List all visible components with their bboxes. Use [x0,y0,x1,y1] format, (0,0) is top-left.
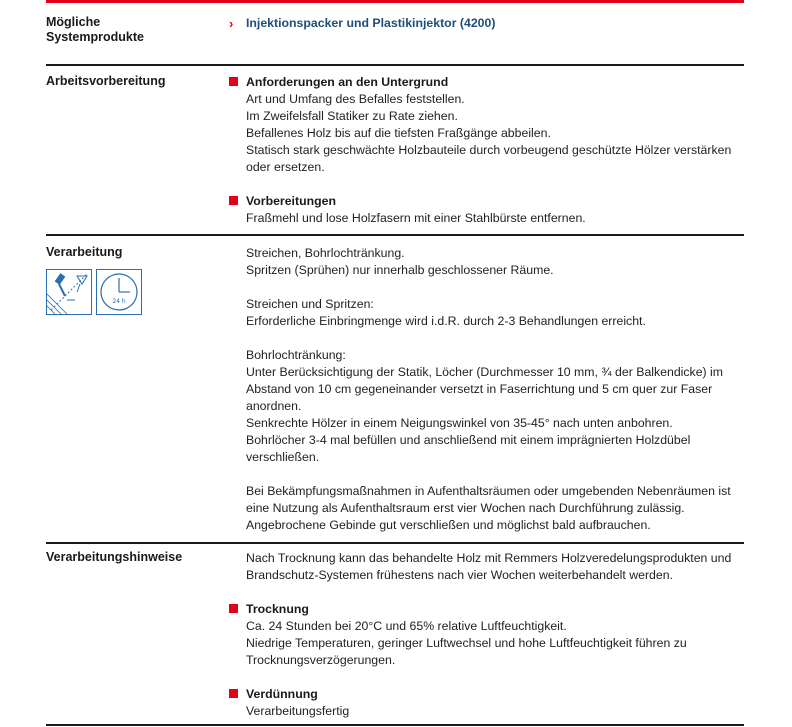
text-line: Senkrechte Hölzer in einem Neigungswinkel von 35-45° nach unten anbohren. [246,416,673,430]
text-line: verschließen. [246,450,320,464]
text-line: Im Zweifelsfall Statiker zu Rate ziehen. [246,109,458,123]
chevron-right-icon: › [229,16,234,31]
verarbeitung-content [246,245,756,534]
text-line: Spritzen (Sprühen) nur innerhalb geschlossener Räume. [246,263,554,277]
paragraph [246,483,756,534]
systemprodukte-content [229,15,756,32]
brush-spray-icon [46,269,92,315]
group-trocknung [246,601,756,669]
text-line: Nach Trocknung kann das behandelte Holz mit Remmers Holzveredelungsprodukten und [246,551,732,565]
text-line: Verarbeitungsfertig [246,704,350,718]
verarbeitungshinweise-content [246,550,756,720]
section-divider [46,724,744,726]
clock-24h-icon [96,269,142,315]
text-line: Streichen und Spritzen: [246,297,374,311]
text-line: Fraßmehl und lose Holzfasern mit einer Stahlbürste entfernen. [246,211,586,225]
paragraph [246,296,756,330]
group-vorbereitungen [246,193,756,227]
clock-label: 24 h [112,298,126,305]
text-line: Streichen, Bohrlochtränkung. [246,246,405,260]
section-divider [46,234,744,236]
text-line: Unter Berücksichtigung der Statik, Löcher (Durchmesser 10 mm, ¾ der Balkendicke) im [246,365,724,379]
paragraph [246,245,756,279]
subheading-vorbereitungen: Vorbereitungen [246,193,756,210]
group-anforderungen [246,74,756,176]
arbeitsvorbereitung-content [246,74,756,227]
text-line: Brandschutz-Systemen frühestens nach vier Wochen weiterbehandelt werden. [246,568,673,582]
text-line: Befallenes Holz bis auf die tiefsten Fraßgänge abbeilen. [246,126,551,140]
section-label-arbeitsvorbereitung: Arbeitsvorbereitung [46,74,166,88]
text-line: anordnen. [246,399,302,413]
text-line: Trocknungsverzögerungen. [246,653,396,667]
text-line: oder ersetzen. [246,160,325,174]
text-line: Ca. 24 Stunden bei 20°C und 65% relative Luftfeuchtigkeit. [246,619,567,633]
text-line: eine Nutzung als Aufenthaltsraum erst vier Wochen nach Durchführung zulässig. [246,501,685,515]
section-label-verarbeitungshinweise: Verarbeitungshinweise [46,550,183,564]
section-divider [46,542,744,544]
section-label-systemprodukte: Mögliche Systemprodukte [46,15,144,44]
subheading-verduennung: Verdünnung [246,686,756,703]
paragraph-intro [246,550,756,584]
product-link-injektionspacker[interactable]: Injektionspacker und Plastikinjektor (4200) [246,16,496,30]
text-line: Bohrlochtränkung: [246,348,346,362]
red-square-bullet-icon [229,604,238,613]
text-line: Bohrlöcher 3-4 mal befüllen und anschließend mit einem imprägnierten Holzdübel [246,433,691,447]
paragraph [246,347,756,466]
text-line: Art und Umfang des Befalles feststellen. [246,92,465,106]
subheading-trocknung: Trocknung [246,601,756,618]
group-verduennung [246,686,756,720]
text-line: Abstand von 10 cm gegeneinander versetzt in Faserrichtung und 5 cm quer zur Faser [246,382,713,396]
red-square-bullet-icon [229,196,238,205]
section-label-verarbeitung: Verarbeitung [46,245,123,259]
text-line: Bei Bekämpfungsmaßnahmen in Aufenthaltsräumen oder umgebenden Nebenräumen ist [246,484,731,498]
top-accent-rule [46,0,744,3]
text-line: Statisch stark geschwächte Holzbauteile durch vorbeugend geschützte Hölzer verstärken [246,143,732,157]
text-line: Niedrige Temperaturen, geringer Luftwechsel und hohe Luftfeuchtigkeit führen zu [246,636,687,650]
application-icons [46,269,146,319]
red-square-bullet-icon [229,689,238,698]
text-line: Angebrochene Gebinde gut verschließen und möglichst bald aufbrauchen. [246,518,651,532]
red-square-bullet-icon [229,77,238,86]
section-divider [46,64,744,66]
subheading-anforderungen: Anforderungen an den Untergrund [246,74,756,91]
text-line: Erforderliche Einbringmenge wird i.d.R. durch 2-3 Behandlungen erreicht. [246,314,646,328]
